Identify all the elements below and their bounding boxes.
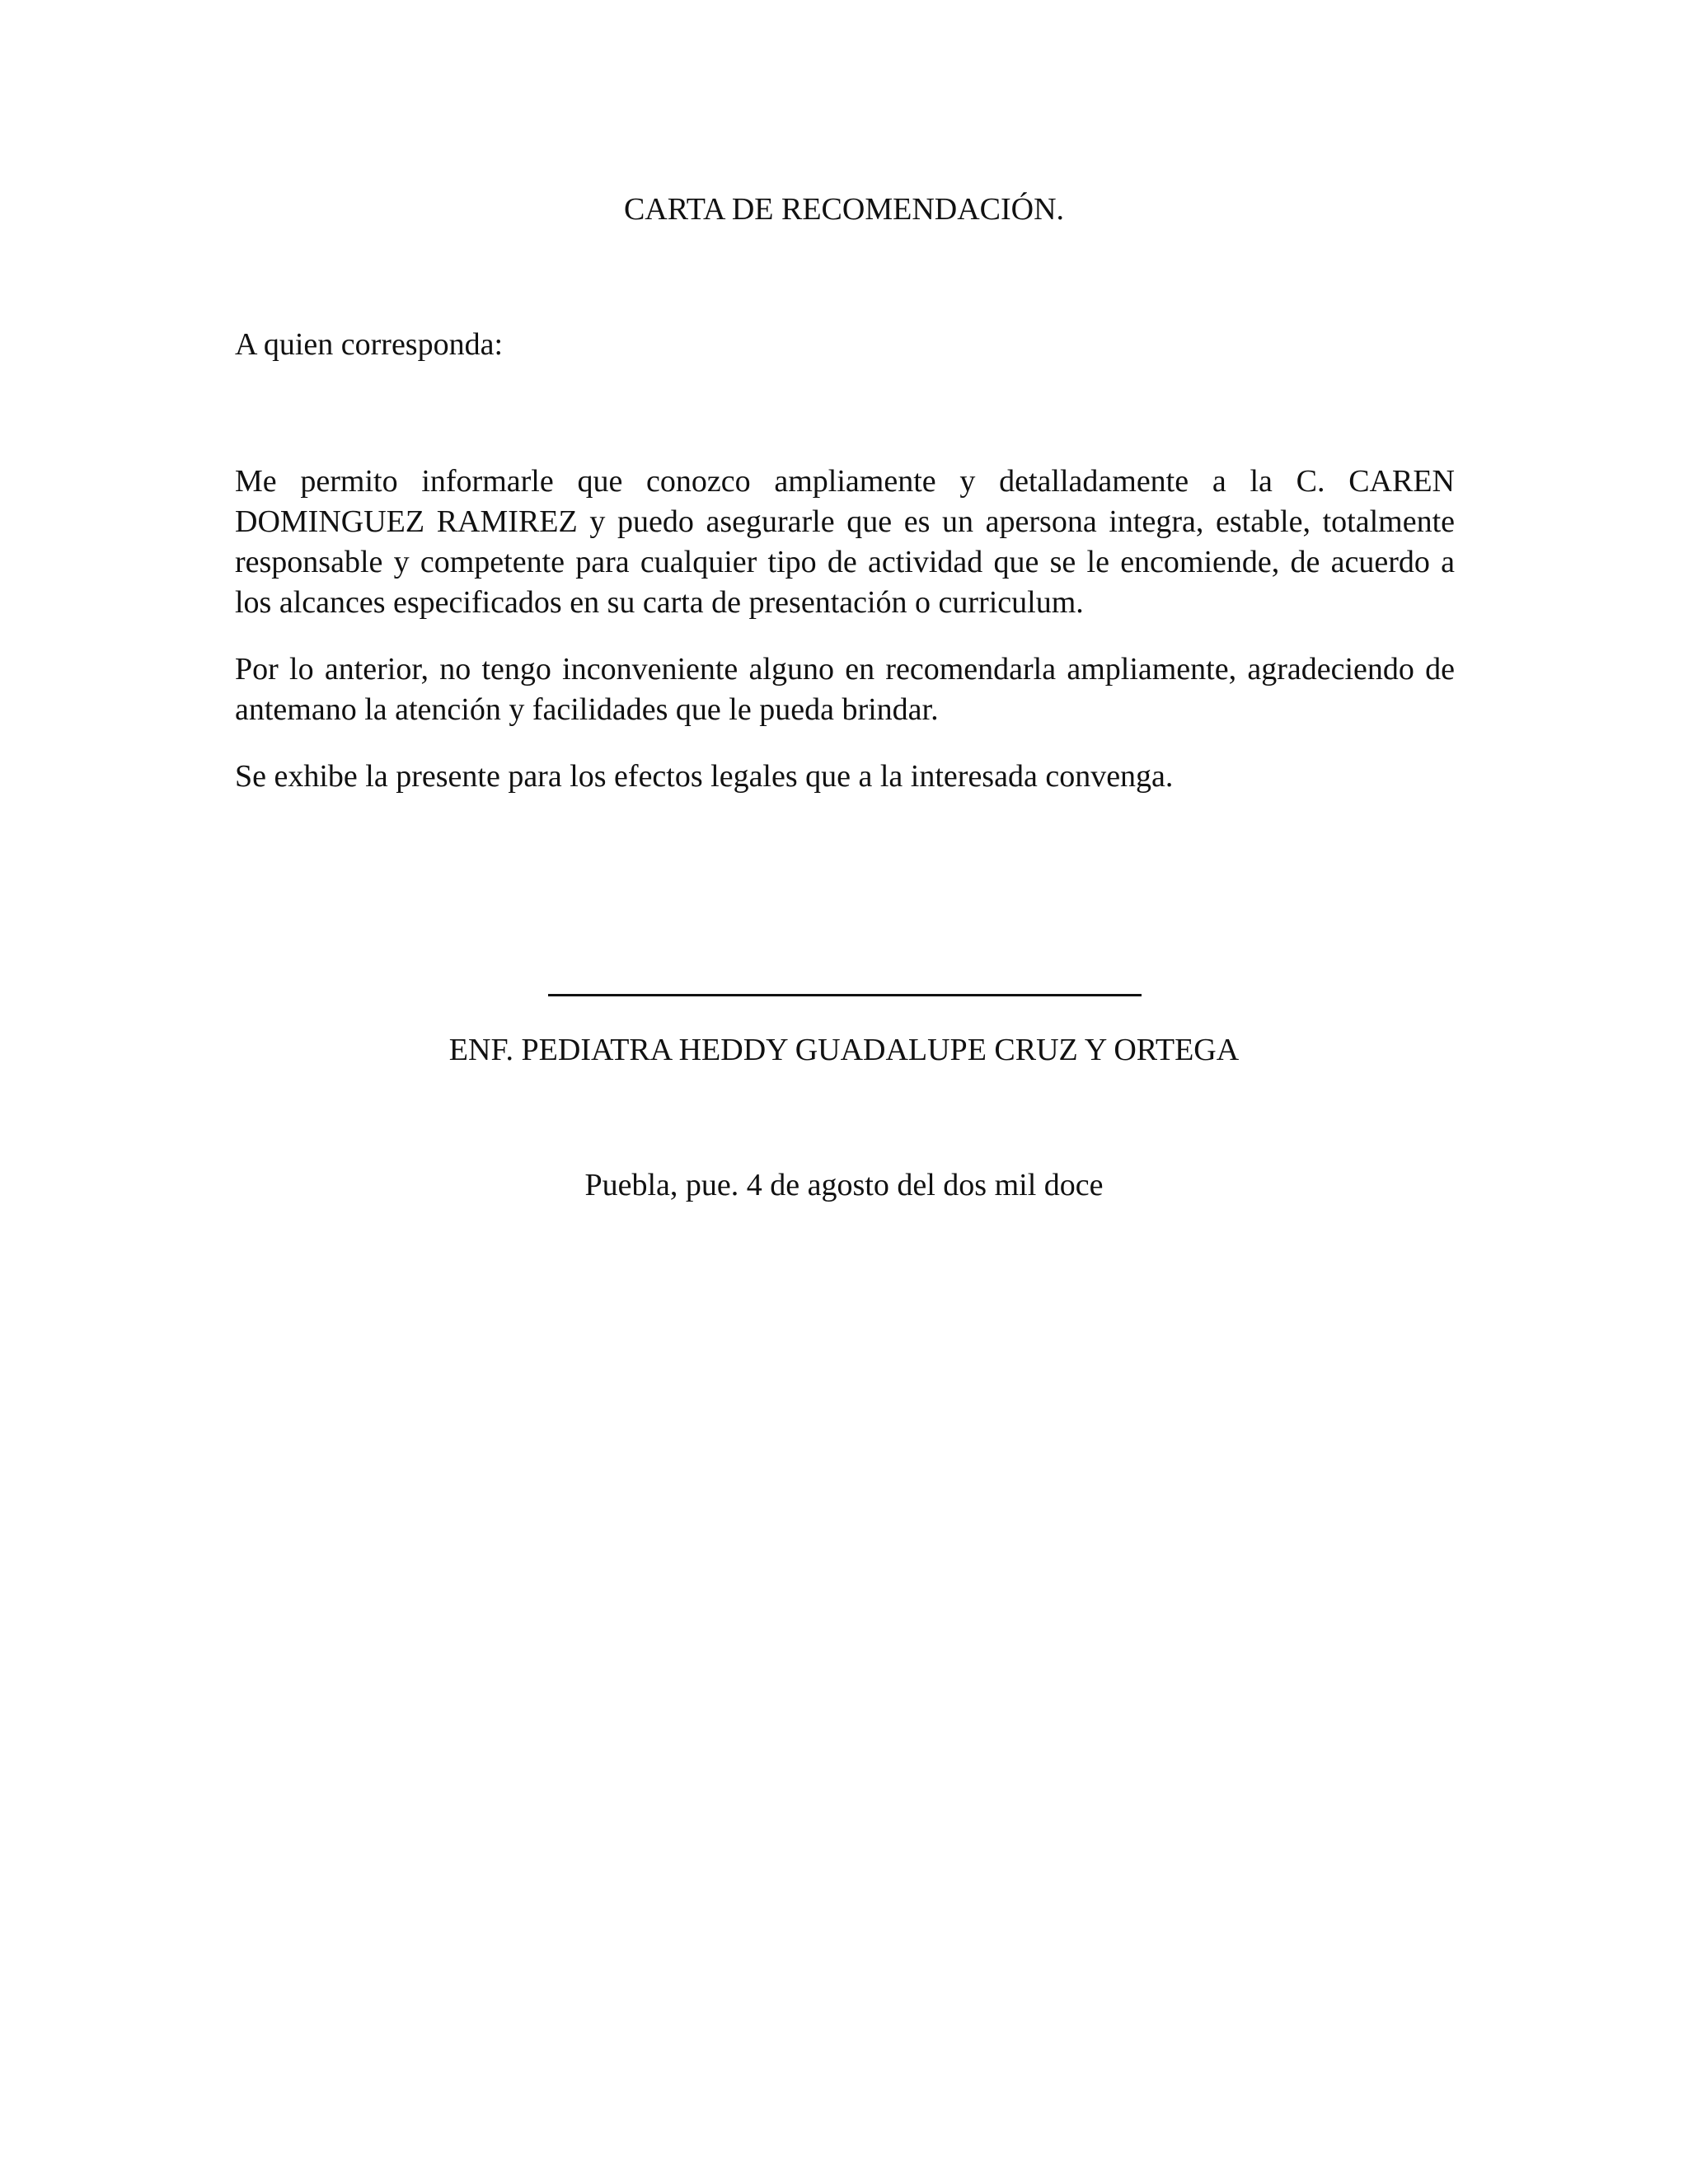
body-paragraph-3: Se exhibe la presente para los efectos legales que a la interesada convenga. — [235, 759, 1174, 794]
place-and-date: Puebla, pue. 4 de agosto del dos mil doce — [584, 1168, 1104, 1202]
letter-salutation: A quien corresponda: — [235, 327, 504, 362]
letter-title: CARTA DE RECOMENDACIÓN. — [623, 192, 1065, 227]
body-paragraph-1: Me permito informarle que conozco ampliamente y detalladamente a la C. CAREN DOMINGUEZ RAMIREZ y puedo asegurarle que es un apersona integra, estable, totalmente responsable y competente para cualquier tipo de actividad que se le encomiende, de acuerdo a los alcances especificados en su carta de presentación o curriculum. — [235, 464, 1455, 620]
signer-name: ENF. PEDIATRA HEDDY GUADALUPE CRUZ Y ORTEGA — [448, 1033, 1240, 1067]
signature-line — [548, 994, 1142, 996]
body-paragraph-2: Por lo anterior, no tengo inconveniente alguno en recomendarla ampliamente, agradeciendo de antemano la atención y facilidades que le pueda brindar. — [235, 652, 1455, 727]
